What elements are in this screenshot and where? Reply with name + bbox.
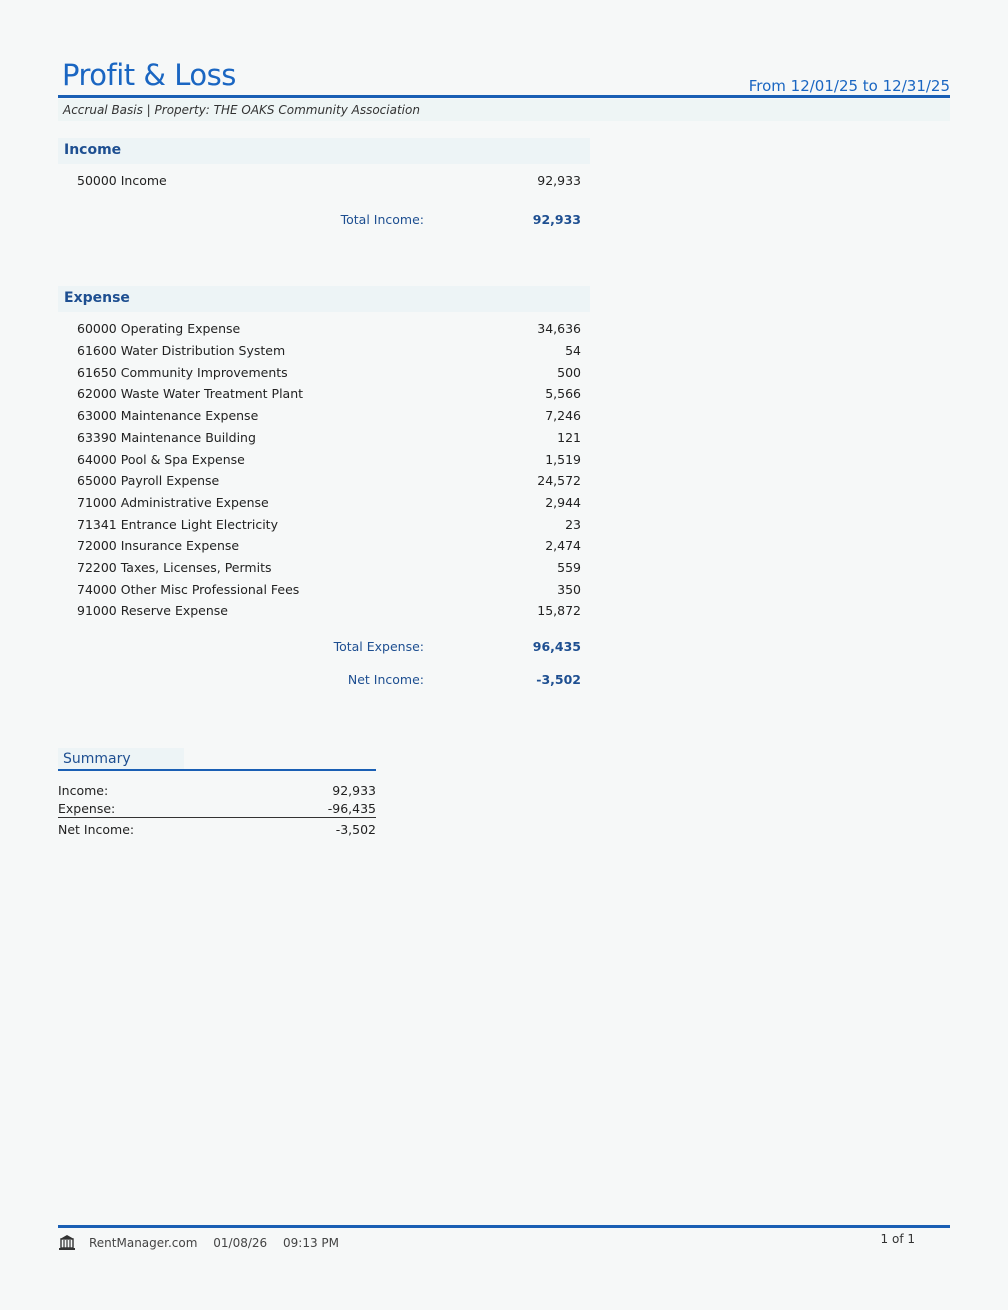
income-section-heading xyxy=(58,138,590,164)
total-expense-row xyxy=(77,639,581,659)
page-number: 1 of 1 xyxy=(880,1232,915,1246)
footer-brand: RentManager.com xyxy=(89,1236,198,1250)
account-label: 60000 Operating Expense xyxy=(77,321,241,336)
account-label: 64000 Pool & Spa Expense xyxy=(77,452,245,467)
expense-row xyxy=(77,343,581,365)
expense-row xyxy=(77,603,581,625)
summary-income-value: 92,933 xyxy=(332,783,376,798)
account-amount: 2,944 xyxy=(545,495,581,510)
report-subtitle: Accrual Basis | Property: THE OAKS Community Association xyxy=(63,103,420,117)
expense-row xyxy=(77,582,581,604)
income-heading-label: Income xyxy=(64,142,122,158)
account-label: 61600 Water Distribution System xyxy=(77,343,286,358)
account-label: 50000 Income xyxy=(77,173,167,188)
account-label: 63390 Maintenance Building xyxy=(77,430,256,445)
summary-title: Summary xyxy=(63,751,131,767)
summary-net-value: -3,502 xyxy=(335,822,376,837)
date-range: From 12/01/25 to 12/31/25 xyxy=(748,77,950,95)
expense-row xyxy=(77,560,581,582)
account-label: 91000 Reserve Expense xyxy=(77,603,229,618)
building-icon xyxy=(58,1233,76,1251)
total-expense-label: Total Expense: xyxy=(333,639,424,654)
footer-time: 09:13 PM xyxy=(283,1236,339,1250)
account-amount: 23 xyxy=(565,517,581,532)
account-amount: 24,572 xyxy=(537,473,581,488)
expense-section-heading xyxy=(58,286,590,312)
expense-row xyxy=(77,430,581,452)
account-amount: 559 xyxy=(557,560,581,575)
total-income-label: Total Income: xyxy=(340,212,424,227)
net-income-row xyxy=(77,672,581,692)
summary-expense-label: Expense: xyxy=(58,801,116,816)
expense-row xyxy=(77,473,581,495)
account-amount: 1,519 xyxy=(545,452,581,467)
expense-row xyxy=(77,408,581,430)
account-amount: 2,474 xyxy=(545,538,581,553)
net-income-label: Net Income: xyxy=(347,672,424,687)
account-amount: 54 xyxy=(565,343,581,358)
expense-row xyxy=(77,538,581,560)
page-title: Profit & Loss xyxy=(62,58,236,92)
expense-row xyxy=(77,365,581,387)
expense-row xyxy=(77,321,581,343)
expense-row xyxy=(77,517,581,539)
account-amount: 121 xyxy=(557,430,581,445)
summary-income-label: Income: xyxy=(58,783,109,798)
income-row xyxy=(77,173,581,195)
footer-divider xyxy=(58,1225,950,1228)
account-amount: 92,933 xyxy=(537,173,581,188)
account-amount: 5,566 xyxy=(545,386,581,401)
account-amount: 7,246 xyxy=(545,408,581,423)
account-amount: 350 xyxy=(557,582,581,597)
footer-date: 01/08/26 xyxy=(213,1236,268,1250)
summary-net-row xyxy=(58,822,376,840)
account-label: 72200 Taxes, Licenses, Permits xyxy=(77,560,272,575)
total-income-row xyxy=(77,212,581,232)
footer-info xyxy=(89,1236,351,1250)
account-label: 63000 Maintenance Expense xyxy=(77,408,259,423)
net-income-value: -3,502 xyxy=(536,672,581,687)
header-divider xyxy=(58,95,950,98)
summary-total-line xyxy=(58,817,376,818)
account-label: 61650 Community Improvements xyxy=(77,365,288,380)
expense-heading-label: Expense xyxy=(64,290,130,306)
account-label: 74000 Other Misc Professional Fees xyxy=(77,582,300,597)
account-label: 71341 Entrance Light Electricity xyxy=(77,517,278,532)
total-income-value: 92,933 xyxy=(532,212,581,227)
account-amount: 500 xyxy=(557,365,581,380)
summary-income-row xyxy=(58,783,376,801)
account-label: 71000 Administrative Expense xyxy=(77,495,269,510)
account-label: 62000 Waste Water Treatment Plant xyxy=(77,386,304,401)
expense-row xyxy=(77,386,581,408)
expense-row xyxy=(77,495,581,517)
account-amount: 15,872 xyxy=(537,603,581,618)
summary-net-label: Net Income: xyxy=(58,822,135,837)
account-label: 72000 Insurance Expense xyxy=(77,538,240,553)
expense-row xyxy=(77,452,581,474)
total-expense-value: 96,435 xyxy=(532,639,581,654)
summary-expense-value: -96,435 xyxy=(327,801,376,816)
account-label: 65000 Payroll Expense xyxy=(77,473,220,488)
summary-divider xyxy=(58,769,376,771)
account-amount: 34,636 xyxy=(537,321,581,336)
